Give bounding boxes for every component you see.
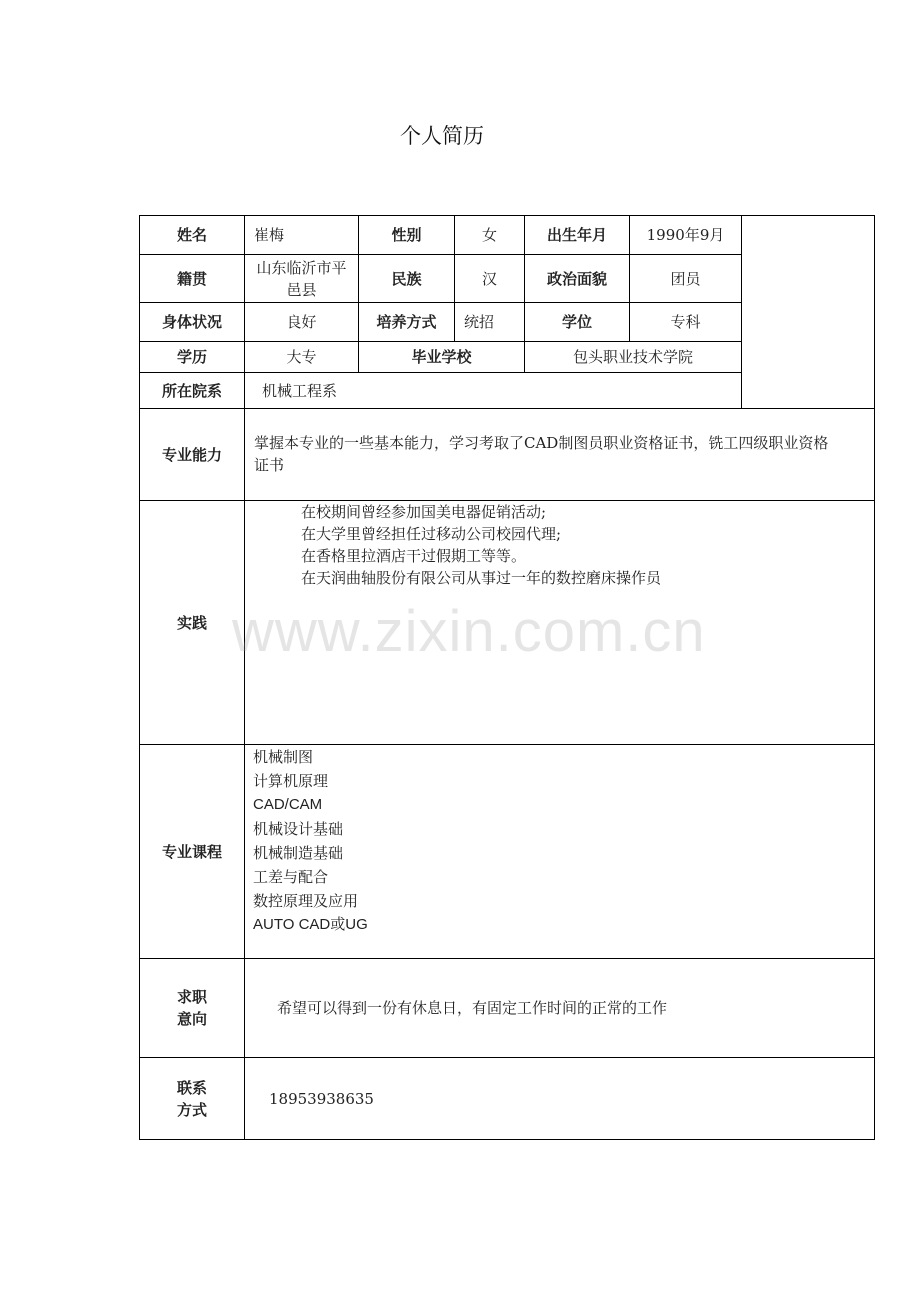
course-item: 数控原理及应用: [253, 892, 359, 910]
course-item: 机械制造基础: [253, 844, 344, 862]
birth-value: 1990年9月: [646, 226, 725, 244]
practice-item: 在天润曲轴股份有限公司从事过一年的数控磨床操作员: [301, 569, 662, 587]
practice-item: 在校期间曾经参加国美电器促销活动;: [301, 503, 547, 521]
school-label: 毕业学校: [411, 348, 472, 366]
contact-label: [140, 1058, 244, 1139]
ethnicity-value: 汉: [481, 269, 497, 288]
department-label: 所在院系: [161, 381, 222, 400]
education-label: 学历: [176, 348, 207, 366]
origin-label: 籍贯: [176, 269, 207, 288]
courses-list: [253, 745, 863, 937]
course-item: AUTO CAD或UG: [253, 916, 368, 933]
origin-value: [245, 255, 358, 302]
gender-label: 性别: [391, 226, 422, 244]
intention-label-line1: 求职: [176, 988, 207, 1006]
health-label: 身体状况: [161, 313, 222, 331]
degree-label: 学位: [561, 313, 592, 331]
practice-label: 实践: [176, 613, 207, 632]
ability-line-2: 证书: [254, 456, 285, 474]
intention-value: 希望可以得到一份有休息日，有固定工作时间的正常的工作: [277, 999, 668, 1017]
contact-label-line2: 方式: [176, 1100, 207, 1119]
watermark: www.zixin.com.cn: [232, 599, 706, 664]
course-item: 机械设计基础: [253, 820, 344, 838]
intention-label-line2: 意向: [176, 1010, 207, 1028]
origin-value-line1: 山东临沂市平: [256, 258, 347, 277]
intention-label: [140, 959, 244, 1057]
education-value: 大专: [286, 348, 317, 366]
degree-value: 专科: [670, 313, 701, 331]
ability-line-1: 掌握本专业的一些基本能力，学习考取了CAD制图员职业资格证书，铣工四级职业资格: [254, 434, 829, 452]
ethnicity-label: 民族: [391, 269, 422, 288]
birth-label: 出生年月: [546, 226, 607, 244]
training-label: 培养方式: [376, 313, 437, 331]
contact-value: 18953938635: [269, 1089, 374, 1108]
gender-value: 女: [481, 226, 497, 244]
training-value: 统招: [464, 313, 495, 331]
course-item: CAD/CAM: [253, 796, 323, 813]
health-value: 良好: [286, 313, 317, 331]
courses-label: 专业课程: [161, 842, 222, 861]
department-value: 机械工程系: [262, 381, 338, 400]
name-label: 姓名: [176, 226, 207, 244]
practice-item: 在香格里拉酒店干过假期工等等。: [301, 547, 527, 565]
ability-label: 专业能力: [161, 445, 222, 464]
origin-value-line2: 邑县: [286, 280, 317, 299]
political-label: 政治面貌: [546, 269, 607, 288]
course-item: 机械制图: [253, 748, 314, 766]
practice-item: 在大学里曾经担任过移动公司校园代理;: [301, 525, 562, 543]
name-value: 崔梅: [254, 226, 285, 244]
contact-label-line1: 联系: [176, 1078, 207, 1097]
page-title: 个人简历: [400, 124, 484, 148]
ability-text: [254, 432, 872, 476]
school-value: 包头职业技术学院: [572, 348, 693, 366]
practice-list: [301, 501, 871, 589]
course-item: 计算机原理: [253, 772, 329, 790]
political-value: 团员: [670, 269, 701, 288]
course-item: 工差与配合: [253, 868, 329, 886]
